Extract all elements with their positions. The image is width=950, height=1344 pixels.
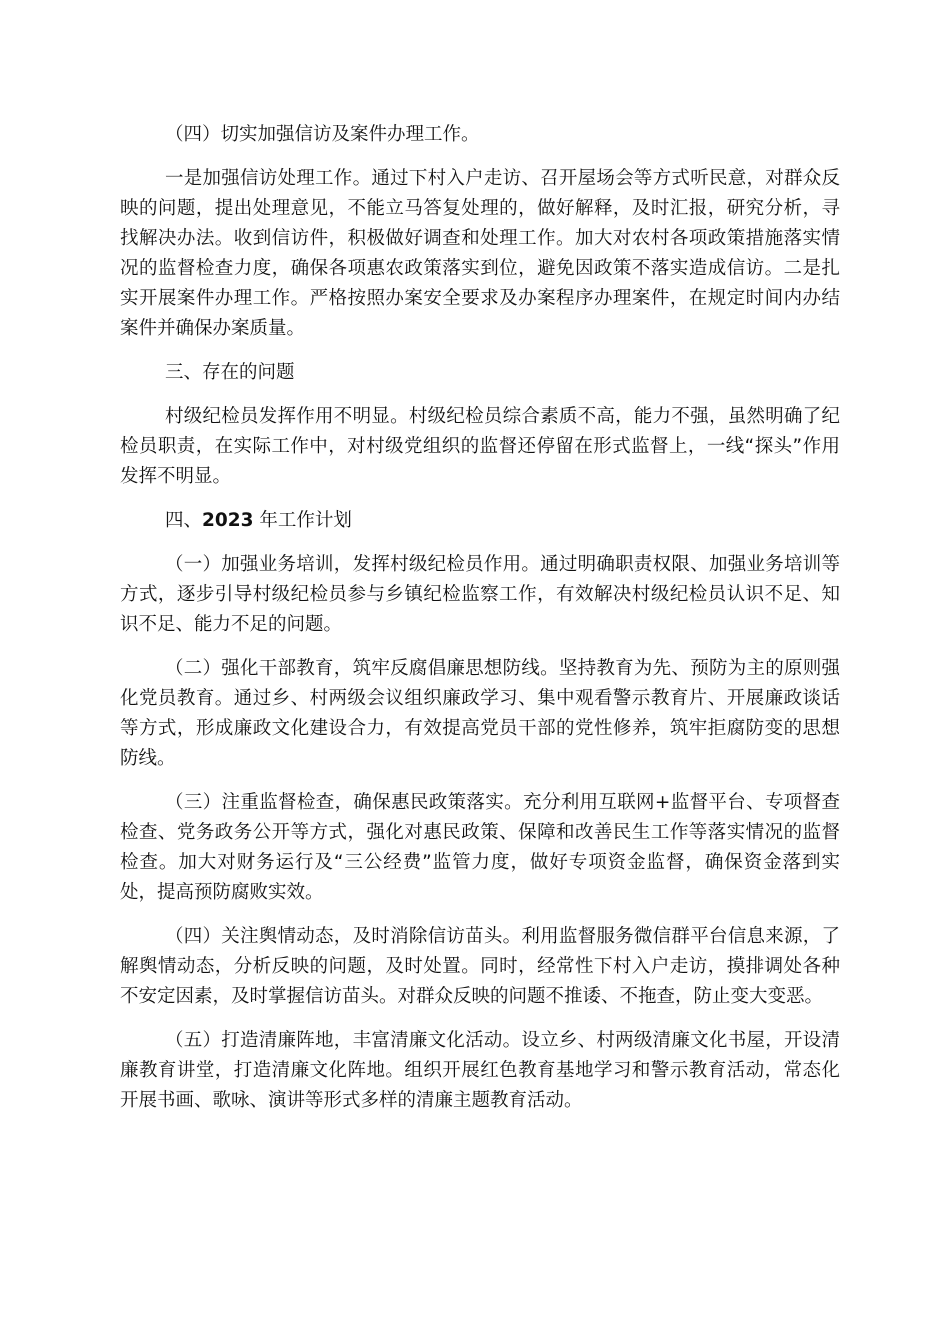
paragraph-problems: 村级纪检员发挥作用不明显。村级纪检员综合素质不高，能力不强，虽然明确了纪检员职责，在实际工作中，对村级党组织的监督还停留在形式监督上，一线“探头”作用发挥不明显。 <box>120 406 840 487</box>
paragraph-petitions: 一是加强信访处理工作。通过下村入户走访、召开屋场会等方式听民意，对群众反映的问题，提出处理意见，不能立马答复处理的，做好解释，及时汇报，研究分析，寻找解决办法。收到信访件，积极做好调查和处理工作。加大对农村各项政策措施落实情况的监督检查力度，确保各项惠农政策落实到位，避免因政策不落实造成信访。二是扎实开展案件办理工作。严格按照办案安全要求及办案程序办理案件，在规定时间内办结案件并确保办案质量。 <box>120 168 840 339</box>
section-heading-problems: 三、存在的问题 <box>165 362 295 383</box>
heading-suffix: 年工作计划 <box>253 510 352 531</box>
paragraph-plan-2: （二）强化干部教育，筑牢反腐倡廉思想防线。坚持教育为先、预防为主的原则强化党员教育。通过乡、村两级会议组织廉政学习、集中观看警示教育片、开展廉政谈话等方式，形成廉政文化建设合力，有效提高党员干部的党性修养，筑牢拒腐防变的思想防线。 <box>120 658 840 769</box>
heading-prefix: 四、 <box>165 510 203 531</box>
paragraph-plan-3: （三）注重监督检查，确保惠民政策落实。充分利用互联网+监督平台、专项督查检查、党务政务公开等方式，强化对惠民政策、保障和改善民生工作等落实情况的监督检查。加大对财务运行及“三公经费”监管力度，做好专项资金监督，确保资金落到实处，提高预防腐败实效。 <box>120 792 840 903</box>
section-heading-petitions: （四）切实加强信访及案件办理工作。 <box>165 124 480 145</box>
paragraph-plan-5: （五）打造清廉阵地，丰富清廉文化活动。设立乡、村两级清廉文化书屋，开设清廉教育讲堂，打造清廉文化阵地。组织开展红色教育基地学习和警示教育活动，常态化开展书画、歌咏、演讲等形式多样的清廉主题教育活动。 <box>120 1030 840 1111</box>
heading-year: 2023 <box>202 510 254 531</box>
section-heading-work-plan <box>120 506 840 536</box>
document-body <box>120 120 840 1130</box>
paragraph-plan-4: （四）关注舆情动态，及时消除信访苗头。利用监督服务微信群平台信息来源，了解舆情动态，分析反映的问题，及时处置。同时，经常性下村入户走访，摸排调处各种不安定因素，及时掌握信访苗头。对群众反映的问题不推诿、不拖查，防止变大变恶。 <box>120 926 840 1007</box>
paragraph-plan-1: （一）加强业务培训，发挥村级纪检员作用。通过明确职责权限、加强业务培训等方式，逐步引导村级纪检员参与乡镇纪检监察工作，有效解决村级纪检员认识不足、知识不足、能力不足的问题。 <box>120 554 840 635</box>
